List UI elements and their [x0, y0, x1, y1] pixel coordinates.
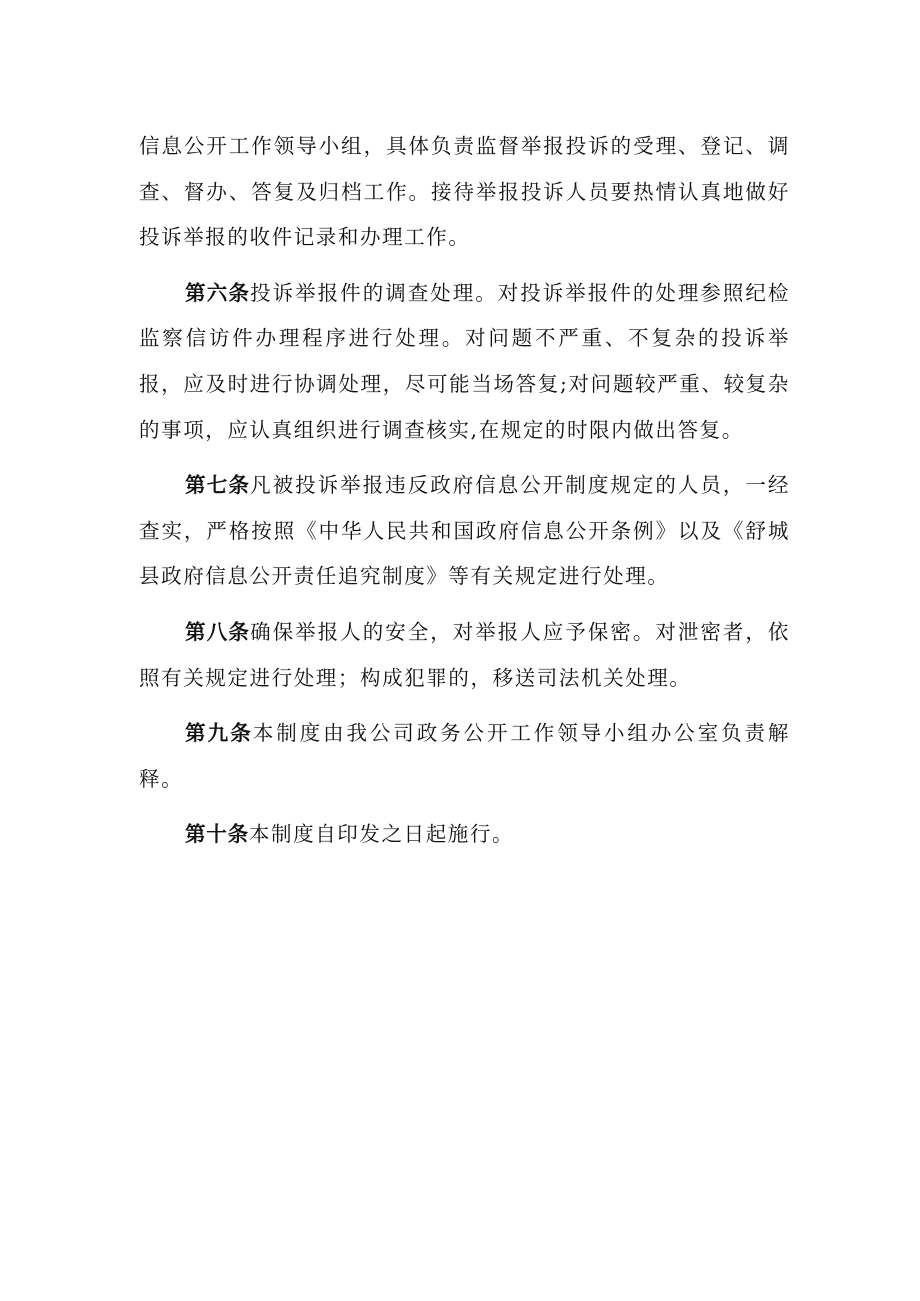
- paragraph-article-10: [139, 812, 790, 858]
- paragraph-continuation: [139, 124, 790, 261]
- paragraph-text: 确保举报人的安全，对举报人应予保密。对泄密者，依照有关规定进行处理；构成犯罪的，移送司法机关处理。: [139, 619, 790, 690]
- paragraph-article-7: [139, 463, 790, 600]
- article-label: 第七条: [185, 473, 251, 498]
- paragraph-text: 投诉举报件的调查处理。对投诉举报件的处理参照纪检监察信访件办理程序进行处理。对问题不严重、不复杂的投诉举报，应及时进行协调处理，尽可能当场答复;对问题较严重、较复杂的事项，应认真组织进行调查核实,在规定的时限内做出答复。: [139, 280, 790, 442]
- paragraph-article-8: [139, 610, 790, 701]
- paragraph-text: 本制度自印发之日起施行。: [248, 822, 515, 847]
- document-body: [139, 124, 790, 868]
- paragraph-text: 本制度由我公司政务公开工作领导小组办公室负责解释。: [139, 721, 790, 791]
- paragraph-article-9: [139, 711, 790, 802]
- article-label: 第九条: [185, 721, 253, 746]
- paragraph-text: 凡被投诉举报违反政府信息公开制度规定的人员，一经查实，严格按照《中华人民共和国政府信息公开条例》以及《舒城县政府信息公开责任追究制度》等有关规定进行处理。: [139, 473, 790, 589]
- paragraph-text: 信息公开工作领导小组，具体负责监督举报投诉的受理、登记、调查、督办、答复及归档工作。接待举报投诉人员要热情认真地做好投诉举报的收件记录和办理工作。: [139, 134, 790, 250]
- paragraph-article-6: [139, 271, 790, 453]
- article-label: 第六条: [185, 280, 251, 305]
- article-label: 第十条: [185, 822, 249, 847]
- article-label: 第八条: [185, 619, 251, 644]
